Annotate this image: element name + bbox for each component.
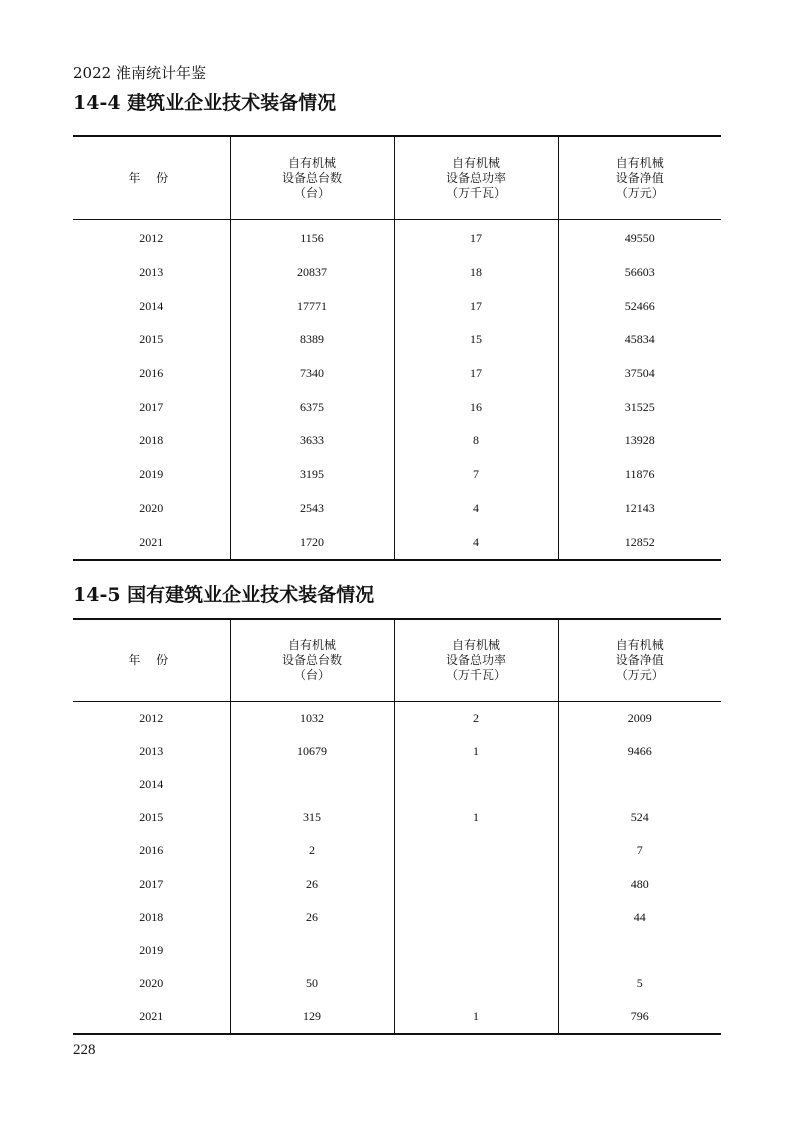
table-1-title: 14-4 建筑业企业技术装备情况: [73, 92, 337, 114]
header-power: [394, 136, 558, 220]
cell-machines: 129: [230, 1000, 394, 1034]
cell-machines: 17771: [230, 289, 394, 323]
cell-value: 2009: [558, 702, 721, 736]
table-header-row: [73, 136, 721, 220]
table-row: [73, 458, 721, 492]
cell-year: 2014: [139, 777, 164, 792]
table-row: [73, 424, 721, 458]
cell-value: 480: [558, 867, 721, 900]
table-row: [73, 801, 721, 834]
cell-machines: 2543: [230, 492, 394, 526]
header-power: [394, 619, 558, 702]
table-2-title: 14-5 国有建筑业企业技术装备情况: [73, 584, 375, 606]
header-year-label: 年 份: [128, 170, 175, 185]
cell-value: 7: [558, 834, 721, 867]
cell-value: [558, 768, 721, 801]
cell-value: [558, 934, 721, 967]
cell-year: 2019: [139, 467, 164, 482]
table-2-body: [73, 702, 721, 1034]
header-unit: （台）: [293, 185, 330, 200]
cell-machines: 3633: [230, 424, 394, 458]
header-value: [558, 619, 721, 702]
cell-year: 2015: [139, 332, 164, 347]
header-line: 自有机械: [287, 638, 336, 652]
header-line: 设备净值: [615, 170, 664, 185]
cell-power: [394, 901, 558, 934]
cell-power: [394, 934, 558, 967]
table-row: [73, 357, 721, 391]
cell-year: 2015: [139, 810, 164, 825]
table-row: [73, 834, 721, 867]
cell-year: 2017: [139, 876, 164, 891]
cell-power: 8: [394, 424, 558, 458]
cell-value: 12852: [558, 525, 721, 560]
cell-year: 2020: [139, 975, 164, 990]
cell-power: 17: [394, 357, 558, 391]
cell-power: 4: [394, 492, 558, 526]
header-value: [558, 136, 721, 220]
header-line: 设备总功率: [445, 170, 506, 185]
cell-value: 796: [558, 1000, 721, 1034]
table-row: [73, 901, 721, 934]
cell-machines: 6375: [230, 390, 394, 424]
table-row: [73, 867, 721, 900]
table-1-body: [73, 220, 721, 560]
cell-value: 5: [558, 967, 721, 1000]
cell-value: 49550: [558, 220, 721, 256]
table-2: [73, 618, 721, 1035]
header-line: 设备总功率: [445, 653, 506, 667]
cell-value: 45834: [558, 323, 721, 357]
cell-power: [394, 967, 558, 1000]
table-row: [73, 735, 721, 768]
cell-year: 2013: [139, 744, 164, 759]
header-line: 设备总台数: [281, 653, 342, 667]
header-line: 自有机械: [615, 155, 664, 170]
table-row: [73, 702, 721, 736]
cell-power: 4: [394, 525, 558, 560]
header-unit: （万元）: [615, 185, 664, 200]
cell-power: 1: [394, 735, 558, 768]
header-year: [73, 619, 230, 702]
cell-power: 17: [394, 220, 558, 256]
header-line: 自有机械: [615, 638, 664, 652]
cell-power: [394, 768, 558, 801]
cell-machines: 1032: [230, 702, 394, 736]
header-unit: （万元）: [615, 668, 664, 682]
cell-year: 2017: [139, 399, 164, 414]
cell-year: 2016: [139, 366, 164, 381]
header-line: 设备总台数: [281, 170, 342, 185]
cell-value: 9466: [558, 735, 721, 768]
cell-value: 12143: [558, 492, 721, 526]
cell-machines: [230, 768, 394, 801]
cell-year: 2021: [139, 1008, 164, 1023]
cell-value: 37504: [558, 357, 721, 391]
cell-machines: 315: [230, 801, 394, 834]
cell-value: 13928: [558, 424, 721, 458]
cell-value: 44: [558, 901, 721, 934]
cell-year: 2016: [139, 843, 164, 858]
header-year-label: 年 份: [128, 653, 175, 667]
table-row: [73, 220, 721, 256]
header-machines: [230, 136, 394, 220]
cell-value: 11876: [558, 458, 721, 492]
cell-machines: 1720: [230, 525, 394, 560]
cell-power: [394, 834, 558, 867]
table-row: [73, 934, 721, 967]
cell-power: [394, 867, 558, 900]
cell-machines: 50: [230, 967, 394, 1000]
cell-power: 16: [394, 390, 558, 424]
cell-year: 2014: [139, 298, 164, 313]
cell-machines: 26: [230, 867, 394, 900]
table-row: [73, 256, 721, 290]
cell-year: 2018: [139, 433, 164, 448]
cell-power: 2: [394, 702, 558, 736]
cell-power: 1: [394, 801, 558, 834]
cell-machines: [230, 934, 394, 967]
table-row: [73, 492, 721, 526]
table-header-row: [73, 619, 721, 702]
cell-value: 52466: [558, 289, 721, 323]
cell-year: 2013: [139, 265, 164, 280]
header-machines: [230, 619, 394, 702]
table-row: [73, 390, 721, 424]
table-row: [73, 967, 721, 1000]
table-1: [73, 135, 721, 561]
cell-machines: 7340: [230, 357, 394, 391]
running-head: 2022 淮南统计年鉴: [73, 64, 206, 82]
table-row: [73, 323, 721, 357]
cell-value: 524: [558, 801, 721, 834]
cell-value: 56603: [558, 256, 721, 290]
cell-power: 7: [394, 458, 558, 492]
cell-power: 1: [394, 1000, 558, 1034]
header-line: 设备净值: [615, 653, 664, 667]
table-row: [73, 525, 721, 560]
cell-machines: 2: [230, 834, 394, 867]
header-unit: （万千瓦）: [445, 668, 506, 682]
header-year: [73, 136, 230, 220]
cell-power: 17: [394, 289, 558, 323]
cell-power: 18: [394, 256, 558, 290]
header-line: 自有机械: [287, 155, 336, 170]
table-row: [73, 1000, 721, 1034]
page-number: 228: [73, 1042, 96, 1058]
cell-machines: 20837: [230, 256, 394, 290]
cell-year: 2019: [139, 942, 164, 957]
cell-year: 2018: [139, 909, 164, 924]
cell-machines: 26: [230, 901, 394, 934]
cell-machines: 3195: [230, 458, 394, 492]
cell-year: 2021: [139, 534, 164, 549]
cell-year: 2012: [139, 711, 164, 726]
table-row: [73, 289, 721, 323]
cell-year: 2020: [139, 500, 164, 515]
cell-year: 2012: [139, 231, 164, 246]
cell-machines: 8389: [230, 323, 394, 357]
cell-power: 15: [394, 323, 558, 357]
cell-machines: 10679: [230, 735, 394, 768]
cell-value: 31525: [558, 390, 721, 424]
header-unit: （万千瓦）: [445, 185, 506, 200]
header-unit: （台）: [293, 668, 330, 682]
header-line: 自有机械: [451, 155, 500, 170]
table-row: [73, 768, 721, 801]
cell-machines: 1156: [230, 220, 394, 256]
header-line: 自有机械: [451, 638, 500, 652]
